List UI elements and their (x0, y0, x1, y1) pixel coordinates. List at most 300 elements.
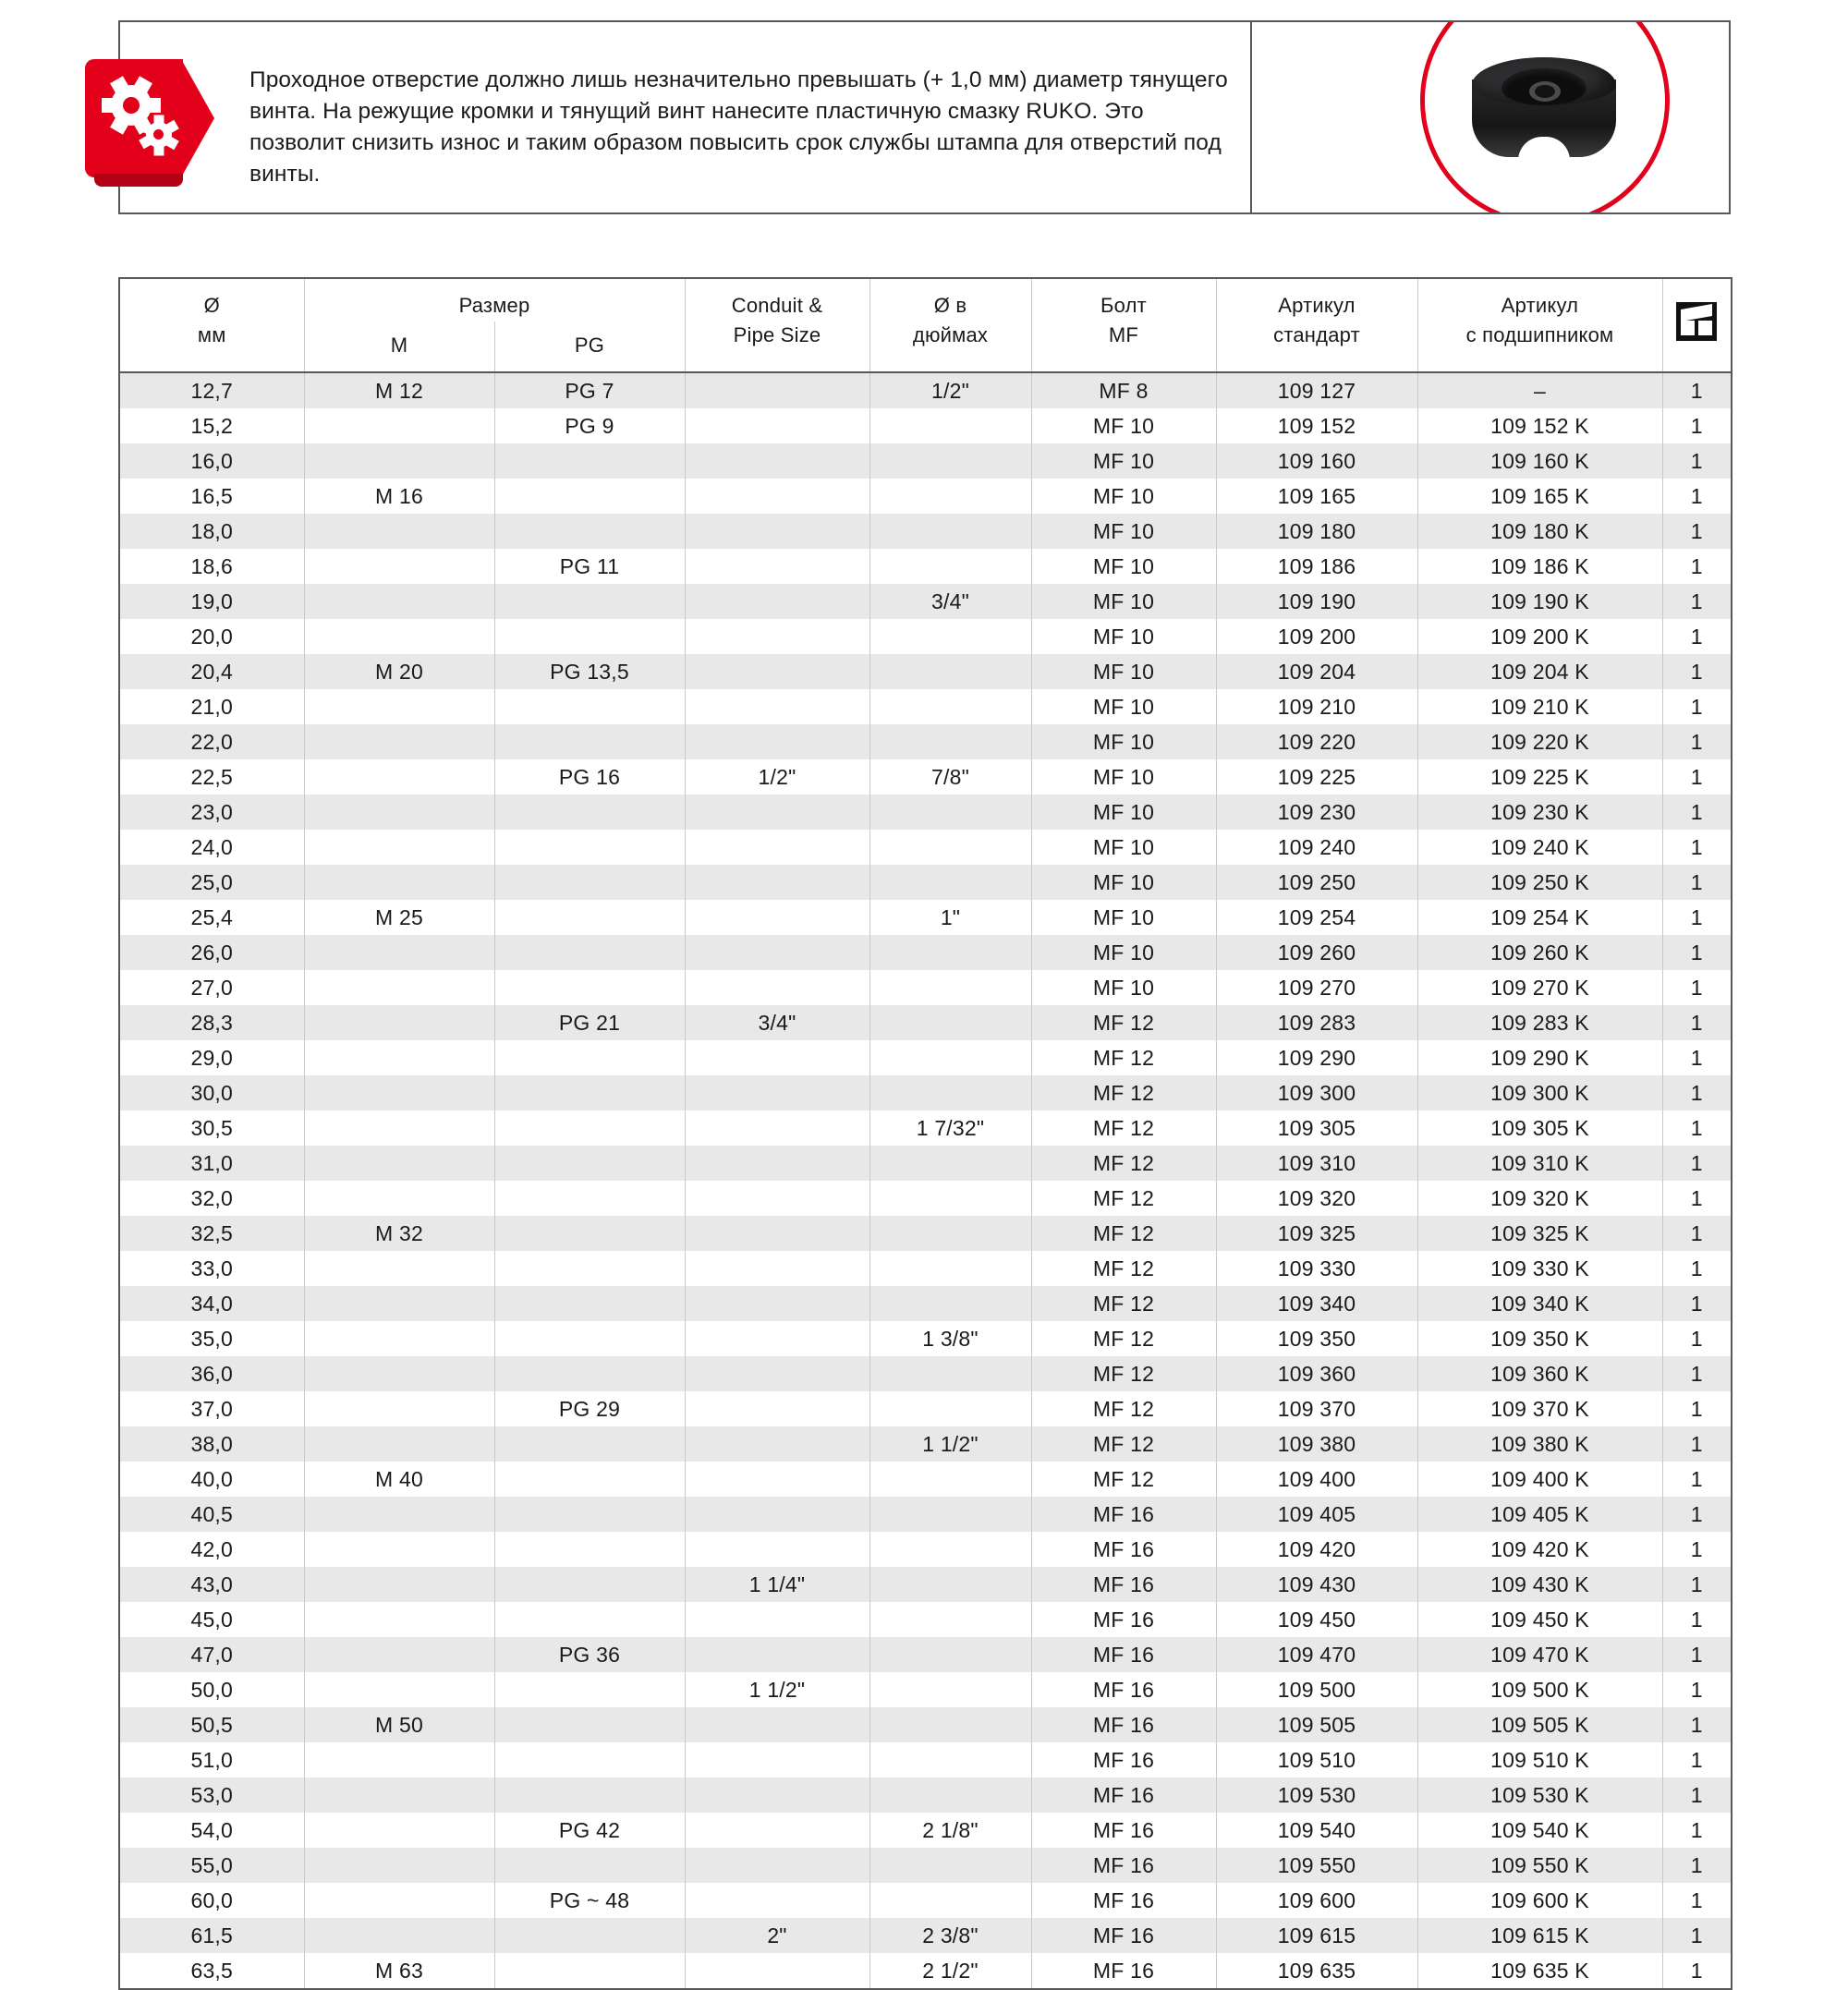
cell-size-pg: PG 13,5 (550, 660, 629, 684)
cell-size-pg (495, 1778, 685, 1813)
cell-article-bearing: 109 165 K (1417, 479, 1662, 514)
cell-size (304, 1005, 685, 1040)
cell-size-pg: PG 9 (565, 414, 614, 438)
cell-diameter-mm: 60,0 (119, 1883, 304, 1918)
cell-size-m (305, 1146, 495, 1181)
table-row (119, 724, 1732, 759)
header-diameter-symbol: Ø (203, 294, 220, 317)
cell-conduit (685, 935, 869, 970)
table-row (119, 584, 1732, 619)
note-text: Проходное отверстие должно лишь незначительно превышать (+ 1,0 мм) диаметр тянущего винта. На режущие кромки и тянущий винт нанесите пластичную смазку RUKO. Это позволит снизить износ и таким образом повысить срок службы штампа для отверстий под винты. (249, 67, 1228, 187)
cell-size-pg: PG 21 (558, 1011, 621, 1035)
cell-diameter-inch (869, 443, 1031, 479)
cell-diameter-inch: 1/2" (869, 372, 1031, 408)
cell-size (304, 1462, 685, 1497)
cell-diameter-inch (869, 1637, 1031, 1672)
header-size-pg: PG (574, 334, 605, 357)
cell-bolt: MF 12 (1031, 1110, 1216, 1146)
cell-size-pg (495, 724, 685, 759)
cell-size-pg (495, 1146, 685, 1181)
cell-quantity: 1 (1662, 1813, 1732, 1848)
cell-diameter-mm: 63,5 (119, 1953, 304, 1989)
cell-size-m (305, 1321, 495, 1356)
cell-article-bearing: 109 204 K (1417, 654, 1662, 689)
cell-conduit (685, 1286, 869, 1321)
cell-size (304, 759, 685, 795)
cell-bolt: MF 10 (1031, 759, 1216, 795)
cell-diameter-inch: 2 3/8" (869, 1918, 1031, 1953)
cell-size-m (305, 759, 495, 795)
cell-size-m (305, 514, 495, 549)
table-row (119, 1778, 1732, 1813)
cell-conduit (685, 549, 869, 584)
cell-bolt: MF 10 (1031, 724, 1216, 759)
cell-article-bearing: 109 505 K (1417, 1707, 1662, 1742)
cell-article-standard: 109 290 (1216, 1040, 1417, 1075)
cell-bolt: MF 16 (1031, 1707, 1216, 1742)
cell-size (304, 1813, 685, 1848)
cell-diameter-mm: 22,5 (119, 759, 304, 795)
cell-size-pg: PG ~ 48 (549, 1888, 630, 1912)
cell-size (304, 1356, 685, 1391)
cell-diameter-inch: 2 1/2" (869, 1953, 1031, 1989)
cell-article-bearing: 109 470 K (1417, 1637, 1662, 1672)
cell-conduit (685, 1637, 869, 1672)
cell-bolt: MF 12 (1031, 1146, 1216, 1181)
cell-diameter-mm: 43,0 (119, 1567, 304, 1602)
cell-size-m (305, 1391, 495, 1426)
cell-diameter-mm: 47,0 (119, 1637, 304, 1672)
table-row (119, 1005, 1732, 1040)
cell-size (304, 1637, 685, 1672)
cell-conduit (685, 1707, 869, 1742)
cell-size (304, 900, 685, 935)
cell-quantity: 1 (1662, 935, 1732, 970)
cell-conduit: 1 1/2" (685, 1672, 869, 1707)
cell-diameter-inch (869, 1286, 1031, 1321)
box-icon (1676, 302, 1717, 341)
cell-quantity: 1 (1662, 1778, 1732, 1813)
cell-size-pg: PG 16 (558, 765, 621, 789)
cell-size (304, 724, 685, 759)
table-row (119, 654, 1732, 689)
cell-diameter-mm: 20,4 (119, 654, 304, 689)
cell-article-bearing: 109 615 K (1417, 1918, 1662, 1953)
cell-diameter-inch (869, 1848, 1031, 1883)
table-row (119, 1426, 1732, 1462)
cell-conduit (685, 1321, 869, 1356)
cell-diameter-inch: 3/4" (869, 584, 1031, 619)
cell-size-m (305, 1848, 495, 1883)
cell-diameter-inch (869, 1146, 1031, 1181)
cell-diameter-mm: 21,0 (119, 689, 304, 724)
cell-size-m (305, 1286, 495, 1321)
cell-quantity: 1 (1662, 1391, 1732, 1426)
cell-bolt: MF 10 (1031, 865, 1216, 900)
cell-diameter-mm: 50,5 (119, 1707, 304, 1742)
cell-quantity: 1 (1662, 584, 1732, 619)
cell-size-m (305, 1426, 495, 1462)
cell-article-bearing: 109 550 K (1417, 1848, 1662, 1883)
cell-diameter-inch (869, 479, 1031, 514)
cell-bolt: MF 16 (1031, 1567, 1216, 1602)
table-row (119, 1356, 1732, 1391)
cell-diameter-inch (869, 865, 1031, 900)
cell-bolt: MF 10 (1031, 689, 1216, 724)
cell-size (304, 1672, 685, 1707)
header-inch-line2: дюймах (912, 323, 989, 346)
cell-quantity: 1 (1662, 479, 1732, 514)
cell-article-bearing: 109 220 K (1417, 724, 1662, 759)
table-row (119, 759, 1732, 795)
cell-diameter-mm: 53,0 (119, 1778, 304, 1813)
cell-article-standard: 109 615 (1216, 1918, 1417, 1953)
cell-size-pg (495, 830, 685, 865)
table-row (119, 830, 1732, 865)
cell-diameter-mm: 15,2 (119, 408, 304, 443)
cell-diameter-mm: 18,0 (119, 514, 304, 549)
cell-article-standard: 109 310 (1216, 1146, 1417, 1181)
cell-size-pg: PG 7 (565, 379, 614, 403)
cell-diameter-mm: 45,0 (119, 1602, 304, 1637)
cell-article-bearing: 109 360 K (1417, 1356, 1662, 1391)
cell-size-pg (495, 1918, 685, 1953)
cell-diameter-inch (869, 1672, 1031, 1707)
cell-conduit (685, 830, 869, 865)
table-row (119, 479, 1732, 514)
cell-conduit (685, 1040, 869, 1075)
header-article-standard (1216, 278, 1417, 372)
spec-table (118, 277, 1732, 1990)
cell-diameter-mm: 26,0 (119, 935, 304, 970)
cell-size-m (305, 1918, 495, 1953)
table-row (119, 1075, 1732, 1110)
cell-diameter-inch (869, 1356, 1031, 1391)
cell-bolt: MF 10 (1031, 970, 1216, 1005)
cell-article-standard: 109 283 (1216, 1005, 1417, 1040)
cell-size-pg (495, 1110, 685, 1146)
cell-bolt: MF 10 (1031, 795, 1216, 830)
cell-diameter-mm: 40,0 (119, 1462, 304, 1497)
header-conduit-pipe-size (685, 278, 869, 372)
cell-article-standard: 109 152 (1216, 408, 1417, 443)
cell-conduit (685, 1462, 869, 1497)
cell-diameter-inch (869, 1567, 1031, 1602)
cell-article-standard: 109 340 (1216, 1286, 1417, 1321)
cell-quantity: 1 (1662, 1216, 1732, 1251)
cell-conduit (685, 1356, 869, 1391)
cell-conduit (685, 1251, 869, 1286)
cell-bolt: MF 10 (1031, 830, 1216, 865)
cell-article-standard: 109 380 (1216, 1426, 1417, 1462)
cell-size-m (305, 1005, 495, 1040)
table-body (119, 372, 1732, 1989)
cell-article-bearing: 109 300 K (1417, 1075, 1662, 1110)
cell-bolt: MF 16 (1031, 1953, 1216, 1989)
table-row (119, 549, 1732, 584)
cell-quantity: 1 (1662, 372, 1732, 408)
cell-size-m: M 40 (305, 1462, 495, 1497)
cell-size (304, 865, 685, 900)
cell-quantity: 1 (1662, 1602, 1732, 1637)
header-bolt (1031, 278, 1216, 372)
cell-size-m: M 63 (305, 1953, 495, 1988)
cell-size-m (305, 1602, 495, 1637)
cell-article-standard: 109 500 (1216, 1672, 1417, 1707)
cell-article-standard: 109 254 (1216, 900, 1417, 935)
table-row (119, 1532, 1732, 1567)
cell-diameter-inch (869, 1532, 1031, 1567)
cell-bolt: MF 12 (1031, 1216, 1216, 1251)
cell-size (304, 1602, 685, 1637)
table-row (119, 1672, 1732, 1707)
cell-article-standard: 109 210 (1216, 689, 1417, 724)
cell-size (304, 408, 685, 443)
cell-diameter-mm: 33,0 (119, 1251, 304, 1286)
cell-size-pg (495, 1181, 685, 1216)
cell-size (304, 1181, 685, 1216)
cell-conduit: 1/2" (685, 759, 869, 795)
cell-size (304, 1110, 685, 1146)
cell-size (304, 372, 685, 408)
cell-diameter-mm: 51,0 (119, 1742, 304, 1778)
cell-quantity: 1 (1662, 1321, 1732, 1356)
cell-bolt: MF 16 (1031, 1778, 1216, 1813)
table-header-row (119, 278, 1732, 372)
cell-diameter-mm: 25,4 (119, 900, 304, 935)
cell-size-pg (495, 1075, 685, 1110)
cell-size (304, 1567, 685, 1602)
cell-size-m (305, 1251, 495, 1286)
cell-article-bearing: 109 420 K (1417, 1532, 1662, 1567)
cell-diameter-mm: 20,0 (119, 619, 304, 654)
cell-conduit (685, 1532, 869, 1567)
header-conduit-line1: Conduit & (731, 294, 823, 317)
cell-quantity: 1 (1662, 830, 1732, 865)
cell-diameter-mm: 30,0 (119, 1075, 304, 1110)
cell-conduit (685, 1953, 869, 1989)
cell-size-m (305, 1040, 495, 1075)
header-packaging (1662, 278, 1732, 372)
cell-size (304, 1742, 685, 1778)
cell-article-standard: 109 600 (1216, 1883, 1417, 1918)
cell-quantity: 1 (1662, 1426, 1732, 1462)
table-row (119, 935, 1732, 970)
cell-article-standard: 109 230 (1216, 795, 1417, 830)
cell-diameter-inch (869, 1075, 1031, 1110)
table-row (119, 900, 1732, 935)
cell-diameter-mm: 55,0 (119, 1848, 304, 1883)
cell-quantity: 1 (1662, 619, 1732, 654)
table-row (119, 408, 1732, 443)
punch-die-illustration (1466, 57, 1622, 166)
cell-size-m (305, 1778, 495, 1813)
cell-diameter-inch (869, 1251, 1031, 1286)
cell-conduit (685, 1602, 869, 1637)
cell-conduit (685, 584, 869, 619)
cell-size-m (305, 1637, 495, 1672)
cell-conduit (685, 1110, 869, 1146)
cell-size-m (305, 408, 495, 443)
cell-diameter-inch (869, 689, 1031, 724)
cell-quantity: 1 (1662, 1707, 1732, 1742)
cell-diameter-mm: 32,5 (119, 1216, 304, 1251)
cell-bolt: MF 10 (1031, 935, 1216, 970)
cell-size-m (305, 1356, 495, 1391)
cell-article-standard: 109 510 (1216, 1742, 1417, 1778)
cell-size-pg (495, 479, 685, 514)
cell-size-pg (495, 689, 685, 724)
header-size-m: M (305, 322, 495, 371)
cell-article-bearing: 109 186 K (1417, 549, 1662, 584)
cell-article-standard: 109 330 (1216, 1251, 1417, 1286)
cell-article-bearing: 109 270 K (1417, 970, 1662, 1005)
cell-conduit (685, 1391, 869, 1426)
cell-diameter-inch (869, 1391, 1031, 1426)
table-row (119, 970, 1732, 1005)
cell-quantity: 1 (1662, 1356, 1732, 1391)
note-box (118, 20, 1731, 214)
cell-size-pg (495, 584, 685, 619)
cell-diameter-inch (869, 1778, 1031, 1813)
cell-diameter-inch (869, 970, 1031, 1005)
cell-size (304, 1953, 685, 1989)
cell-quantity: 1 (1662, 654, 1732, 689)
header-bolt-line2: MF (1108, 323, 1139, 346)
cell-diameter-mm: 19,0 (119, 584, 304, 619)
cell-diameter-inch (869, 724, 1031, 759)
cell-size (304, 795, 685, 830)
cell-diameter-inch: 2 1/8" (869, 1813, 1031, 1848)
cell-size-m (305, 549, 495, 584)
cell-size-pg (495, 1321, 685, 1356)
cell-diameter-mm: 42,0 (119, 1532, 304, 1567)
table-row (119, 1497, 1732, 1532)
cell-bolt: MF 12 (1031, 1426, 1216, 1462)
cell-size-m (305, 1497, 495, 1532)
cell-bolt: MF 10 (1031, 619, 1216, 654)
table-row (119, 1146, 1732, 1181)
cell-diameter-mm: 16,5 (119, 479, 304, 514)
cell-article-standard: 109 405 (1216, 1497, 1417, 1532)
cell-size-pg: PG 29 (558, 1397, 621, 1421)
cell-article-standard: 109 200 (1216, 619, 1417, 654)
cell-quantity: 1 (1662, 865, 1732, 900)
cell-bolt: MF 16 (1031, 1918, 1216, 1953)
header-art-brg-line1: Артикул (1501, 294, 1579, 317)
table-row (119, 1953, 1732, 1989)
cell-conduit (685, 443, 869, 479)
cell-article-bearing: 109 500 K (1417, 1672, 1662, 1707)
cell-quantity: 1 (1662, 1251, 1732, 1286)
cell-size-pg (495, 514, 685, 549)
cell-diameter-mm: 29,0 (119, 1040, 304, 1075)
header-article-bearing (1417, 278, 1662, 372)
cell-article-standard: 109 505 (1216, 1707, 1417, 1742)
spec-table-wrap (118, 277, 1731, 1990)
cell-article-bearing: 109 530 K (1417, 1778, 1662, 1813)
cell-size-pg (495, 1216, 685, 1251)
cell-article-standard: 109 127 (1216, 372, 1417, 408)
table-row (119, 1181, 1732, 1216)
cell-size-pg (495, 1251, 685, 1286)
cell-conduit (685, 689, 869, 724)
cell-article-bearing: 109 230 K (1417, 795, 1662, 830)
cell-size-m (305, 1813, 495, 1848)
cell-size-pg: PG 11 (559, 554, 620, 578)
cell-diameter-inch (869, 935, 1031, 970)
cell-article-bearing: 109 635 K (1417, 1953, 1662, 1989)
cell-diameter-mm: 54,0 (119, 1813, 304, 1848)
gear-tag-icon (85, 59, 214, 177)
cell-conduit (685, 1075, 869, 1110)
cell-diameter-mm: 61,5 (119, 1918, 304, 1953)
cell-conduit (685, 619, 869, 654)
cell-bolt: MF 16 (1031, 1497, 1216, 1532)
cell-quantity: 1 (1662, 1181, 1732, 1216)
cell-article-bearing: 109 160 K (1417, 443, 1662, 479)
cell-size (304, 1497, 685, 1532)
cell-diameter-mm: 12,7 (119, 372, 304, 408)
cell-size (304, 970, 685, 1005)
cell-conduit (685, 514, 869, 549)
cell-size-pg (495, 1707, 685, 1742)
cell-article-bearing: 109 260 K (1417, 935, 1662, 970)
cell-conduit (685, 1813, 869, 1848)
cell-quantity: 1 (1662, 1532, 1732, 1567)
cell-article-bearing: 109 320 K (1417, 1181, 1662, 1216)
cell-size-m: M 25 (305, 900, 495, 935)
cell-size-m (305, 689, 495, 724)
cell-quantity: 1 (1662, 1672, 1732, 1707)
cell-diameter-mm: 36,0 (119, 1356, 304, 1391)
cell-article-standard: 109 240 (1216, 830, 1417, 865)
cell-article-bearing: 109 370 K (1417, 1391, 1662, 1426)
cell-size-m: M 20 (305, 654, 495, 689)
cell-size-m: M 12 (305, 373, 495, 408)
cell-diameter-mm: 28,3 (119, 1005, 304, 1040)
cell-conduit (685, 724, 869, 759)
cell-conduit (685, 1497, 869, 1532)
cell-quantity: 1 (1662, 443, 1732, 479)
cell-quantity: 1 (1662, 1497, 1732, 1532)
table-row (119, 689, 1732, 724)
cell-conduit (685, 1778, 869, 1813)
cell-diameter-mm: 25,0 (119, 865, 304, 900)
cell-conduit (685, 1181, 869, 1216)
cell-size-pg (495, 443, 685, 479)
cell-size (304, 619, 685, 654)
cell-size (304, 1848, 685, 1883)
cell-diameter-inch: 1" (869, 900, 1031, 935)
cell-size-m (305, 1567, 495, 1602)
header-size-label: Размер (458, 294, 530, 317)
cell-diameter-inch (869, 1181, 1031, 1216)
header-art-brg-line2: с подшипником (1465, 323, 1614, 346)
cell-quantity: 1 (1662, 970, 1732, 1005)
cell-bolt: MF 12 (1031, 1286, 1216, 1321)
cell-article-bearing: 109 340 K (1417, 1286, 1662, 1321)
cell-article-bearing: 109 540 K (1417, 1813, 1662, 1848)
cell-size-pg (495, 1426, 685, 1462)
cell-bolt: MF 12 (1031, 1251, 1216, 1286)
cell-conduit (685, 970, 869, 1005)
cell-size-m (305, 1532, 495, 1567)
header-inch-line1: Ø в (933, 294, 967, 317)
cell-diameter-mm: 30,5 (119, 1110, 304, 1146)
cell-diameter-mm: 37,0 (119, 1391, 304, 1426)
cell-size-m (305, 970, 495, 1005)
